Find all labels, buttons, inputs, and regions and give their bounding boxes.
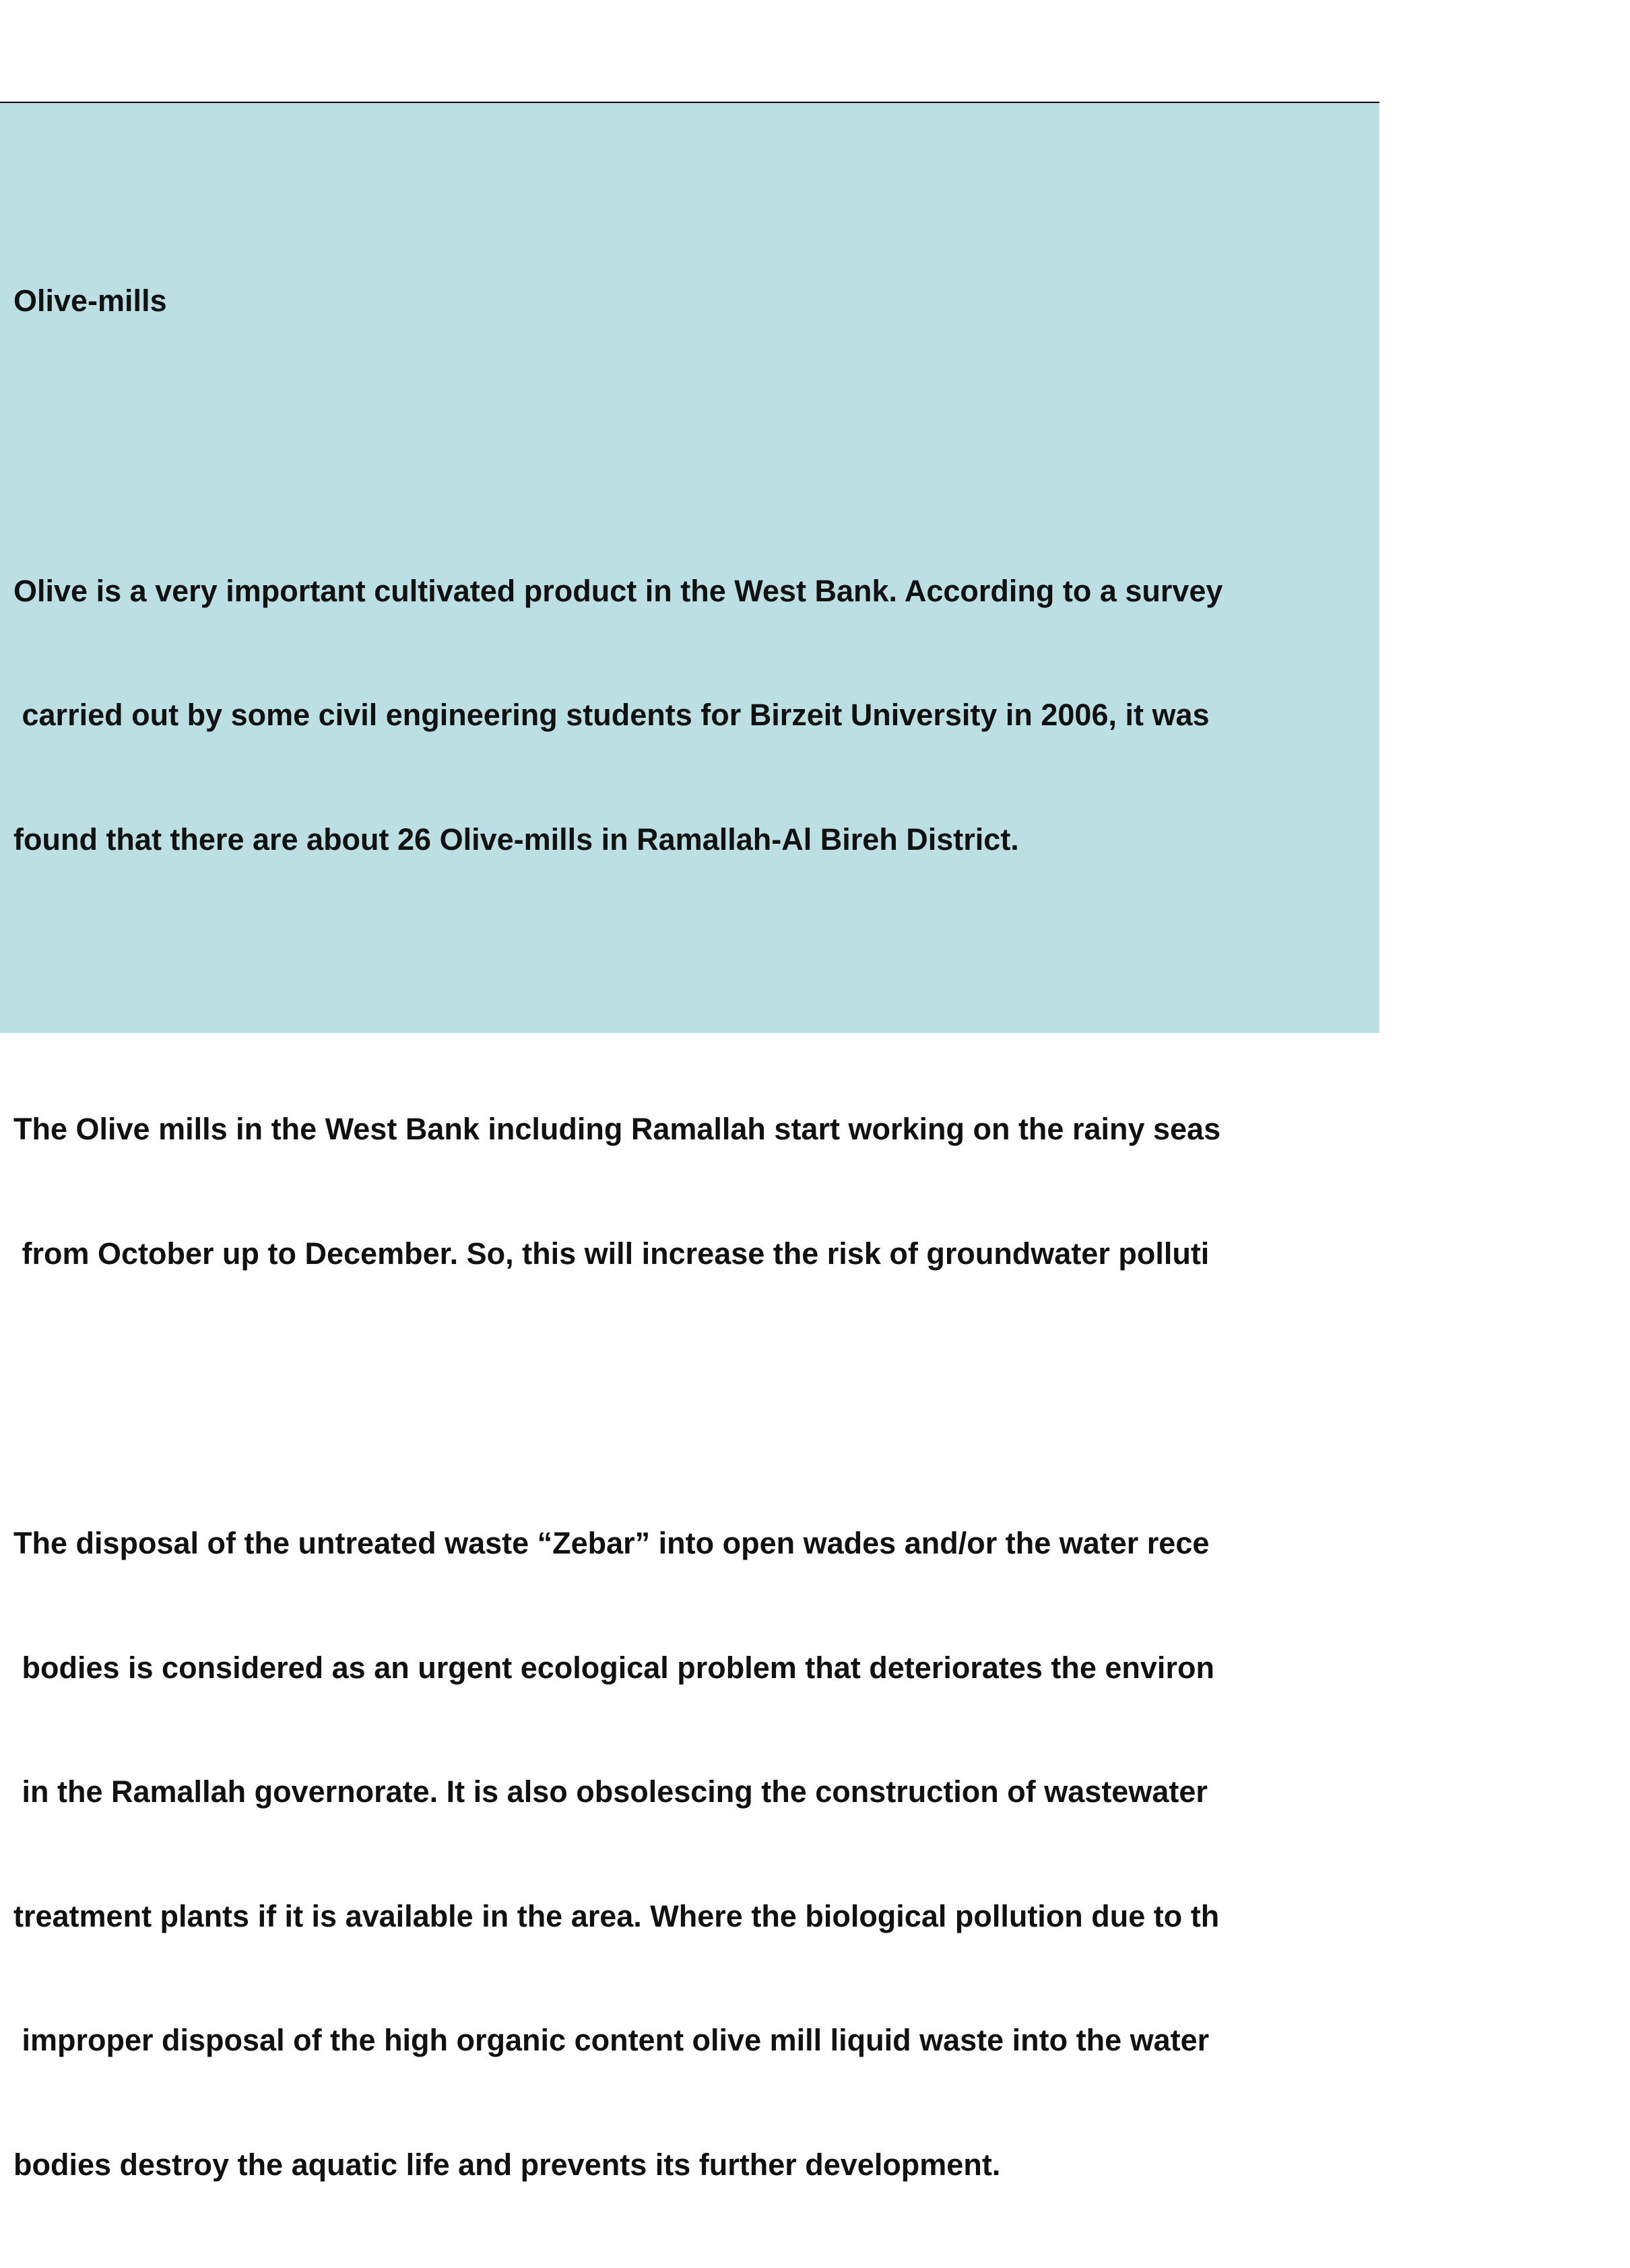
paragraph-3-line-2: bodies is considered as an urgent ecological problem that deteriorates the environ (13, 1650, 1214, 1685)
paragraph-3-line-6: bodies destroy the aquatic life and prevents its further development. (13, 2147, 1001, 2182)
paragraph-2-line-2: from October up to December. So, this will increase the risk of groundwater polluti (13, 1236, 1210, 1271)
slide-header-area (0, 0, 1379, 102)
paragraph-spacer (13, 405, 1630, 446)
paragraph-spacer (13, 943, 1630, 985)
paragraph-spacer (13, 1357, 1630, 1399)
section-heading: Olive-mills (13, 284, 167, 318)
paragraph-3-line-4: treatment plants if it is available in the area. Where the biological pollution due to th (13, 1898, 1220, 1933)
paragraph-3-line-3: in the Ramallah governorate. It is also obsolescing the construction of wastewater (13, 1774, 1208, 1809)
slide-body-text (13, 197, 1630, 2268)
content-panel (0, 103, 1379, 2182)
paragraph-3-line-5: improper disposal of the high organic content olive mill liquid waste into the water (13, 2023, 1210, 2057)
paragraph-3-line-1: The disposal of the untreated waste “Zebar” into open wades and/or the water rece (13, 1526, 1210, 1560)
paragraph-2-line-1: The Olive mills in the West Bank including Ramallah start working on the rainy seas (13, 1112, 1221, 1146)
paragraph-1-line-2: carried out by some civil engineering students for Birzeit University in 2006, it was (13, 698, 1210, 732)
paragraph-1-line-3: found that there are about 26 Olive-mills in Ramallah-Al Bireh District. (13, 822, 1019, 857)
paragraph-1-line-1: Olive is a very important cultivated product in the West Bank. According to a survey (13, 573, 1223, 608)
